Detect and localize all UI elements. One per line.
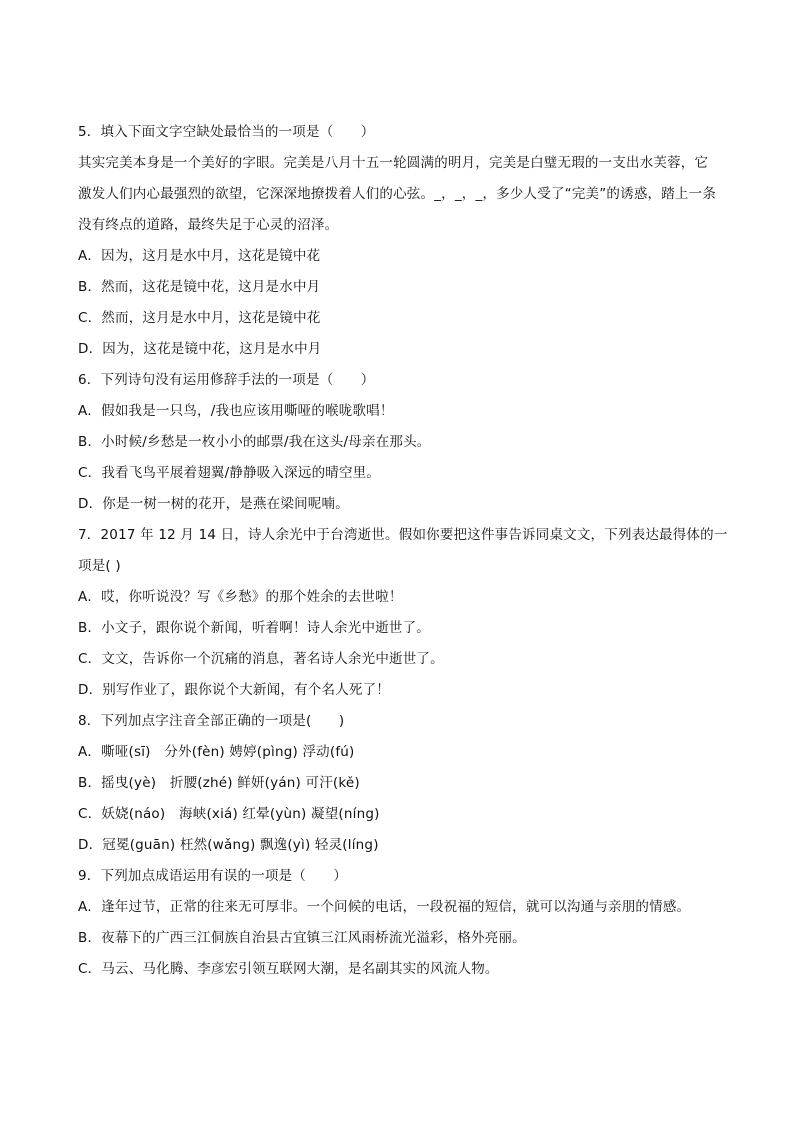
passage-line: 其实完美本身是一个美好的字眼。完美是八月十五一轮圆满的明月，完美是白璧无瑕的一支出水芙蓉，它 xyxy=(78,155,709,171)
question-list xyxy=(78,117,728,985)
question-7 xyxy=(78,520,728,706)
option-b: B．夜幕下的广西三江侗族自治县古宜镇三江风雨桥流光溢彩，格外亮丽。 xyxy=(78,930,526,946)
option-b: B．摇曳(yè) 折腰(zhé) 鲜妍(yán) 可汗(kě) xyxy=(78,775,360,791)
question-stem: 项是( ) xyxy=(78,558,121,574)
passage-line: 激发人们内心最强烈的欲望，它深深地撩拨着人们的心弦。_，_，_，多少人受了“完美”的诱惑，踏上一条 xyxy=(78,186,717,202)
option-c: C．妖娆(náo) 海峡(xiá) 红晕(yùn) 凝望(níng) xyxy=(78,806,380,822)
question-stem: 7．2017 年 12 月 14 日，诗人余光中于台湾逝世。假如你要把这件事告诉同桌文文，下列表达最得体的一 xyxy=(78,527,728,543)
option-a: A．逢年过节，正常的往来无可厚非。一个问候的电话，一段祝福的短信，就可以沟通与亲朋的情感。 xyxy=(78,899,691,915)
question-9 xyxy=(78,861,724,985)
question-stem: 9．下列加点成语运用有误的一项是（ ） xyxy=(78,868,348,884)
question-stem: 5．填入下面文字空缺处最恰当的一项是（ ） xyxy=(78,124,375,140)
option-c: C．马云、马化腾、李彦宏引领互联网大潮，是名副其实的风流人物。 xyxy=(78,961,499,977)
option-d: D．别写作业了，跟你说个大新闻，有个名人死了！ xyxy=(78,682,390,698)
question-6 xyxy=(78,365,724,520)
option-c: C．我看飞鸟平展着翅翼/静静吸入深远的晴空里。 xyxy=(78,465,381,481)
option-a: A．嘶哑(sī) 分外(fèn) 娉婷(pìng) 浮动(fú) xyxy=(78,744,355,760)
option-b: B．小文子，跟你说个新闻，听着啊！诗人余光中逝世了。 xyxy=(78,620,430,636)
option-d: D．因为，这花是镜中花，这月是水中月 xyxy=(78,341,322,357)
passage-line: 没有终点的道路，最终失足于心灵的沼泽。 xyxy=(78,217,339,233)
option-b: B．然而，这花是镜中花，这月是水中月 xyxy=(78,279,321,295)
option-a: A．假如我是一只鸟，/我也应该用嘶哑的喉咙歌唱！ xyxy=(78,403,394,419)
question-passage xyxy=(78,148,724,241)
question-stem: 8．下列加点字注音全部正确的一项是( ) xyxy=(78,713,345,729)
option-a: A．因为，这月是水中月，这花是镜中花 xyxy=(78,248,321,264)
question-8 xyxy=(78,706,724,861)
option-d: D．你是一树一树的花开，是燕在梁间呢喃。 xyxy=(78,496,349,512)
option-c: C．文文，告诉你一个沉痛的消息，著名诗人余光中逝世了。 xyxy=(78,651,444,667)
option-b: B．小时候/乡愁是一枚小小的邮票/我在这头/母亲在那头。 xyxy=(78,434,431,450)
option-d: D．冠冕(guān) 枉然(wǎng) 飘逸(yì) 轻灵(líng) xyxy=(78,837,379,853)
option-a: A．哎，你听说没？写《乡愁》的那个姓余的去世啦！ xyxy=(78,589,403,605)
question-5 xyxy=(78,117,724,365)
option-c: C．然而，这月是水中月，这花是镜中花 xyxy=(78,310,321,326)
question-stem: 6．下列诗句没有运用修辞手法的一项是（ ） xyxy=(78,372,375,388)
